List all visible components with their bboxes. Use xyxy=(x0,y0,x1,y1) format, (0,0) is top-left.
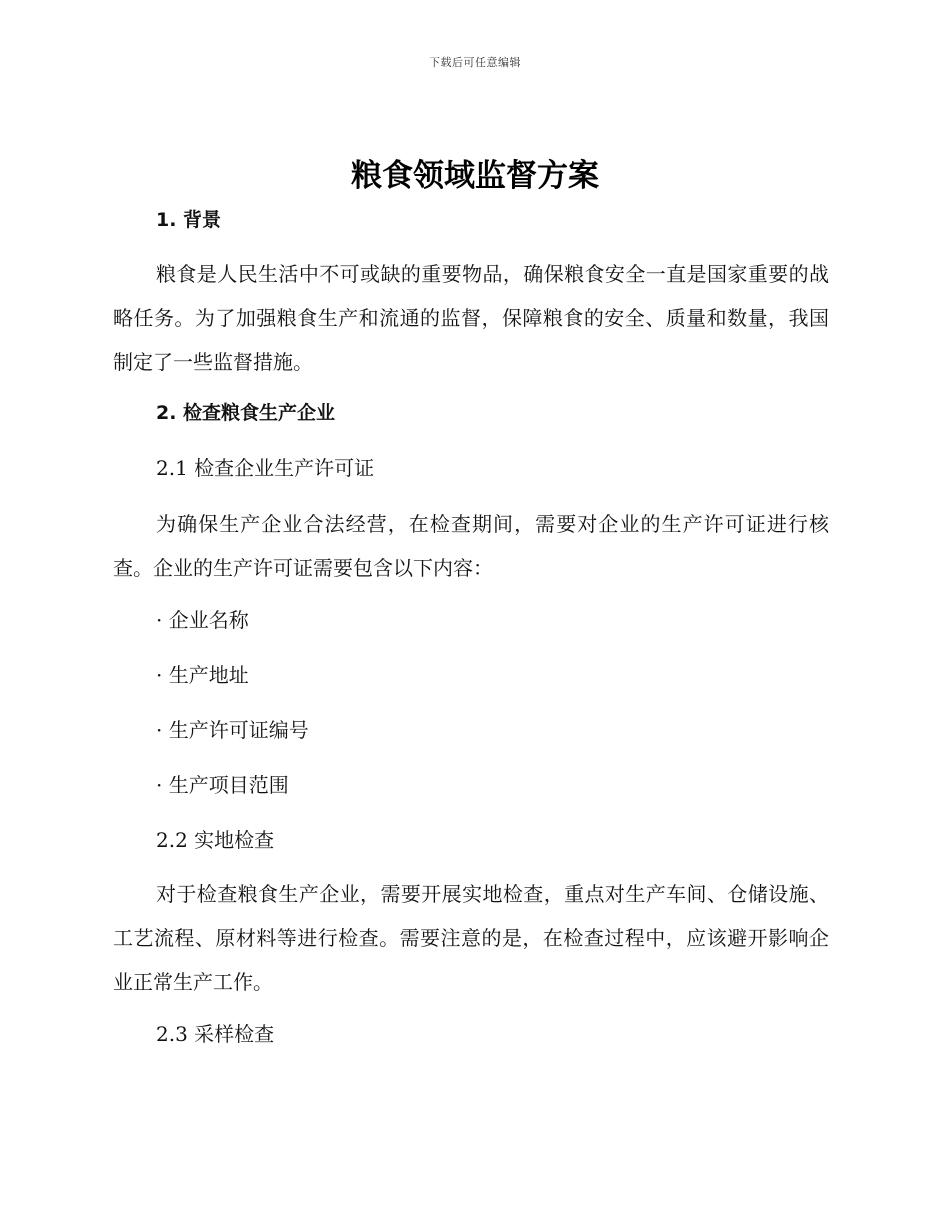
subsection-2-1-heading: 2.1 检查企业生产许可证 xyxy=(156,456,375,480)
list-item-license-number: · 生产许可证编号 xyxy=(156,718,309,742)
subsection-2-3-heading: 2.3 采样检查 xyxy=(156,1022,275,1046)
document-title: 粮食领域监督方案 xyxy=(351,158,599,194)
subsection-2-2-heading: 2.2 实地检查 xyxy=(156,828,275,852)
list-item-production-scope: · 生产项目范围 xyxy=(156,773,289,797)
list-item-production-address: · 生产地址 xyxy=(156,663,249,687)
section-2-heading: 2. 检查粮食生产企业 xyxy=(156,402,336,424)
subsection-2-1-paragraph: 为确保生产企业合法经营，在检查期间，需要对企业的生产许可证进行核查。企业的生产许可证需要包含以下内容： xyxy=(113,512,829,580)
section-1-heading: 1. 背景 xyxy=(156,209,222,231)
list-item-company-name: · 企业名称 xyxy=(156,608,249,632)
section-1-paragraph: 粮食是人民生活中不可或缺的重要物品，确保粮食安全一直是国家重要的战略任务。为了加强粮食生产和流通的监督，保障粮食的安全、质量和数量，我国制定了一些监督措施。 xyxy=(113,262,829,374)
subsection-2-2-paragraph: 对于检查粮食生产企业，需要开展实地检查，重点对生产车间、仓储设施、工艺流程、原材料等进行检查。需要注意的是，在检查过程中，应该避开影响企业正常生产工作。 xyxy=(113,882,829,994)
header-note: 下载后可任意编辑 xyxy=(429,56,521,69)
